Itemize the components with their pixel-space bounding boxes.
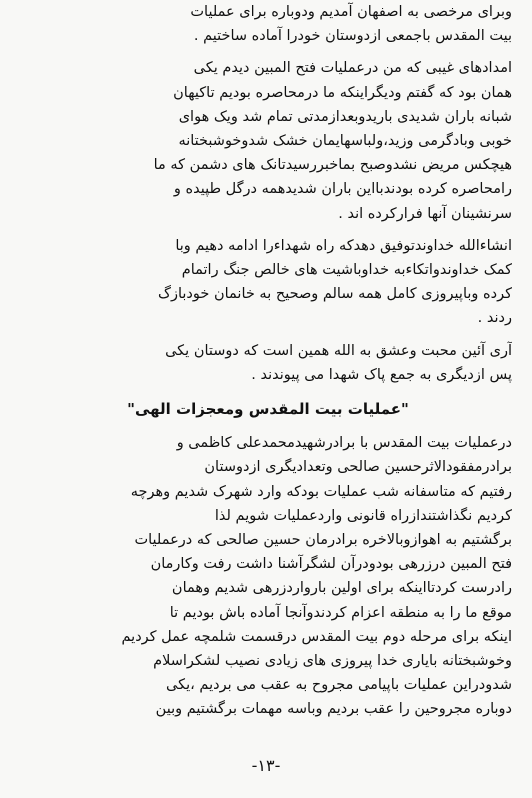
- page-number: -١٣-: [251, 756, 281, 775]
- text-line: کردیم نگذاشتندازراه قانونی واردعملیات شویم لذا: [214, 507, 512, 524]
- text-line: موقع ما را به منطقه اعزام کردندوآنجا آماده باش بودیم تا: [169, 604, 512, 621]
- text-line: انشاءالله خداوندتوفیق دهدکه راه شهداءرا ادامه دهیم وبا: [175, 237, 512, 254]
- paragraph-5: [24, 431, 512, 721]
- text-line: کرده وباپیروزی کامل همه سالم وصحیح به خانمان خودبازگ: [158, 286, 512, 303]
- text-line: فتح المبین درزرهی بودودرآن لشگرآشنا داشت رفت وکارمان: [150, 556, 512, 573]
- text-line: وخوشبختانه بایاری خدا پیروزی های زیادی نصیب لشکراسلام: [153, 653, 512, 670]
- text-line: دوباره مجروحین را عقب بردیم وباسه مهمات برگشتیم وبین: [155, 701, 512, 718]
- text-line: رامحاصره کرده بودندبااین باران شدیدهمه درگل طپیده و: [173, 181, 512, 198]
- text-line: هیچکس مریض نشدوصبح بماخبررسیدتانک های دشمن که ما: [153, 157, 512, 174]
- text-line: شبانه باران شدیدی باریدوبعدازمدتی تمام شد ویک هوای: [178, 108, 512, 125]
- text-line: اینکه برای مرحله دوم بیت المقدس درقسمت شلمچه عمل کردیم: [121, 628, 512, 645]
- text-line: رفتیم که متاسفانه شب عملیات بودکه وارد شهرک شدیم وهرچه: [130, 483, 512, 500]
- text-line: خوبی وبادگرمی وزید،ولباسهایمان خشک شدوخوشبختانه: [178, 133, 512, 150]
- text-line: آری آئین محبت وعشق به الله همین است که دوستان یکی: [165, 342, 512, 359]
- text-line: ردند .: [477, 310, 512, 327]
- text-line: برگشتیم به اهوازوبالاخره برادرمان حسین صالحی که درعملیات: [134, 532, 512, 549]
- text-line: بیت المقدس باجمعی ازدوستان خودرا آماده ساختیم .: [193, 28, 512, 45]
- paragraph-1: [24, 0, 512, 48]
- text-line: امدادهای غیبی که من درعملیات فتح المبین دیدم یکی: [193, 60, 512, 77]
- paragraph-2: [24, 56, 512, 225]
- text-line: کمک خداوندواتکاءبه خداوباشیت های خالص جنگ راتمام: [181, 262, 512, 279]
- text-line: همان بود که گفتم ودیگراینکه ما درمحاصره بودیم تاکیهان: [173, 84, 512, 101]
- section-title: "عملیات بیت المقدس ومعجزات الهی": [127, 400, 409, 419]
- paragraph-4: [24, 339, 512, 387]
- text-line: وبرای مرخصی به اصفهان آمدیم ودوباره برای عملیات: [190, 4, 512, 20]
- document-body: [24, 0, 512, 722]
- text-line: سرنشینان آنها فرارکرده اند .: [338, 205, 512, 222]
- text-line: برادرمفقودالاثرحسین صالحی وتعدادیگری ازدوستان: [204, 459, 512, 476]
- text-line: درعملیات بیت المقدس با برادرشهیدمحمدعلی کاظمی و: [176, 435, 512, 452]
- paragraph-3: [24, 234, 512, 331]
- text-line: رادرست کردتااینکه برای اولین بارواردزرهی شدیم وهمان: [171, 580, 512, 597]
- text-line: شدودراین عملیات باپیامی مجروح به عقب می بردیم ،یکی: [166, 677, 512, 694]
- text-line: پس ازدیگری به جمع پاک شهدا می پیوندند .: [251, 366, 512, 383]
